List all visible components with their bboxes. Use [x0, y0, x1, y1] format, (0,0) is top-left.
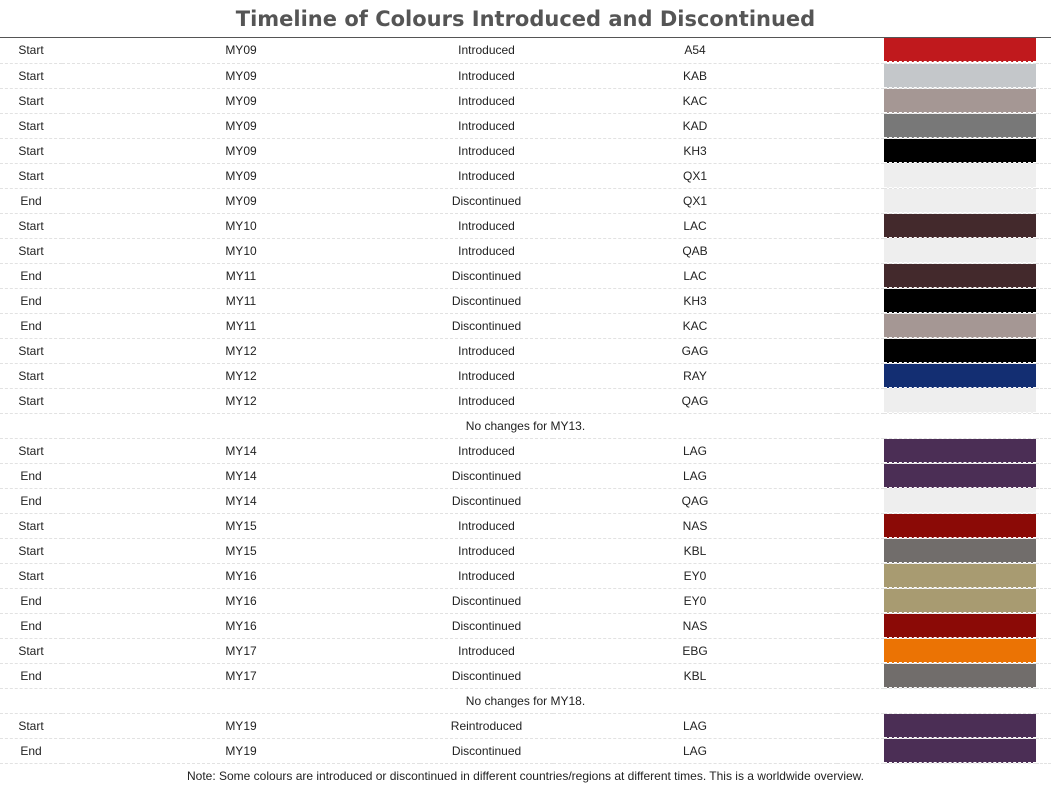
colour-swatch-cell	[884, 113, 1036, 138]
colour-swatch	[884, 164, 1036, 188]
table-row	[0, 113, 1051, 138]
spacer-cell	[1036, 213, 1051, 238]
table-row	[0, 163, 1051, 188]
colour-swatch	[884, 664, 1036, 688]
table-row	[0, 288, 1051, 313]
event-cell: Introduced	[420, 138, 553, 163]
row-type-cell: Start	[0, 713, 62, 738]
event-cell: Discontinued	[420, 313, 553, 338]
colour-swatch-cell	[884, 88, 1036, 113]
model-year-cell: MY11	[62, 288, 420, 313]
spacer-cell	[837, 63, 884, 88]
spacer-cell	[837, 738, 884, 763]
event-cell: Discontinued	[420, 588, 553, 613]
spacer-cell	[837, 638, 884, 663]
colour-swatch-cell	[884, 38, 1036, 63]
row-type-cell: End	[0, 463, 62, 488]
table-row	[0, 88, 1051, 113]
spacer-cell	[1036, 588, 1051, 613]
row-type-cell: Start	[0, 88, 62, 113]
spacer-cell	[1036, 138, 1051, 163]
model-year-cell: MY12	[62, 363, 420, 388]
spacer-cell	[837, 338, 884, 363]
row-type-cell: Start	[0, 513, 62, 538]
colour-code-cell: GAG	[553, 338, 837, 363]
colour-swatch	[884, 114, 1036, 138]
colour-swatch-cell	[884, 738, 1036, 763]
model-year-cell: MY09	[62, 63, 420, 88]
colour-swatch-cell	[884, 513, 1036, 538]
colour-swatch	[884, 64, 1036, 88]
model-year-cell: MY09	[62, 188, 420, 213]
model-year-cell: MY14	[62, 438, 420, 463]
row-type-cell: Start	[0, 388, 62, 413]
spacer-cell	[1036, 88, 1051, 113]
model-year-cell: MY16	[62, 588, 420, 613]
spacer-cell	[837, 388, 884, 413]
event-cell: Introduced	[420, 438, 553, 463]
colour-code-cell: LAC	[553, 263, 837, 288]
colour-swatch-cell	[884, 588, 1036, 613]
colour-code-cell: KAC	[553, 88, 837, 113]
spacer-cell	[837, 513, 884, 538]
no-change-row	[0, 688, 1051, 713]
table-row	[0, 638, 1051, 663]
colour-code-cell: A54	[553, 38, 837, 63]
event-cell: Introduced	[420, 638, 553, 663]
spacer-cell	[837, 613, 884, 638]
event-cell: Introduced	[420, 213, 553, 238]
spacer-cell	[1036, 663, 1051, 688]
model-year-cell: MY14	[62, 463, 420, 488]
colour-swatch	[884, 314, 1036, 338]
colour-swatch	[884, 239, 1036, 263]
table-row	[0, 713, 1051, 738]
spacer-cell	[837, 138, 884, 163]
row-type-cell: Start	[0, 563, 62, 588]
row-type-cell: Start	[0, 363, 62, 388]
event-cell: Introduced	[420, 338, 553, 363]
model-year-cell: MY19	[62, 713, 420, 738]
model-year-cell: MY15	[62, 538, 420, 563]
spacer-cell	[1036, 563, 1051, 588]
colour-swatch-cell	[884, 613, 1036, 638]
colour-swatch-cell	[884, 263, 1036, 288]
colour-swatch-cell	[884, 388, 1036, 413]
colour-swatch	[884, 614, 1036, 638]
spacer-cell	[1036, 488, 1051, 513]
table-row	[0, 613, 1051, 638]
colour-code-cell: QX1	[553, 163, 837, 188]
colour-swatch	[884, 539, 1036, 563]
no-change-note: No changes for MY13.	[0, 413, 1051, 438]
table-row	[0, 213, 1051, 238]
spacer-cell	[837, 663, 884, 688]
event-cell: Discontinued	[420, 188, 553, 213]
model-year-cell: MY15	[62, 513, 420, 538]
colour-swatch-cell	[884, 63, 1036, 88]
colour-swatch-cell	[884, 188, 1036, 213]
model-year-cell: MY10	[62, 238, 420, 263]
table-row	[0, 438, 1051, 463]
spacer-cell	[837, 538, 884, 563]
colour-swatch-cell	[884, 538, 1036, 563]
colour-code-cell: EBG	[553, 638, 837, 663]
event-cell: Discontinued	[420, 663, 553, 688]
spacer-cell	[1036, 63, 1051, 88]
spacer-cell	[837, 213, 884, 238]
spacer-cell	[837, 163, 884, 188]
row-type-cell: End	[0, 588, 62, 613]
spacer-cell	[1036, 613, 1051, 638]
colour-code-cell: KAB	[553, 63, 837, 88]
page-title: Timeline of Colours Introduced and Discontinued	[0, 0, 1051, 38]
row-type-cell: Start	[0, 238, 62, 263]
colour-swatch	[884, 364, 1036, 388]
row-type-cell: End	[0, 188, 62, 213]
table-row	[0, 388, 1051, 413]
spacer-cell	[837, 88, 884, 113]
colour-code-cell: QX1	[553, 188, 837, 213]
spacer-cell	[1036, 288, 1051, 313]
event-cell: Discontinued	[420, 488, 553, 513]
table-row	[0, 538, 1051, 563]
colour-code-cell: KAD	[553, 113, 837, 138]
event-cell: Discontinued	[420, 738, 553, 763]
colour-swatch-cell	[884, 138, 1036, 163]
table-row	[0, 738, 1051, 763]
row-type-cell: Start	[0, 138, 62, 163]
spacer-cell	[1036, 438, 1051, 463]
event-cell: Introduced	[420, 38, 553, 63]
model-year-cell: MY19	[62, 738, 420, 763]
spacer-cell	[1036, 538, 1051, 563]
spacer-cell	[1036, 388, 1051, 413]
event-cell: Discontinued	[420, 463, 553, 488]
colour-swatch-cell	[884, 238, 1036, 263]
colour-code-cell: KAC	[553, 313, 837, 338]
model-year-cell: MY09	[62, 88, 420, 113]
colour-swatch-cell	[884, 713, 1036, 738]
spacer-cell	[837, 563, 884, 588]
spacer-cell	[1036, 313, 1051, 338]
colour-code-cell: QAG	[553, 388, 837, 413]
model-year-cell: MY12	[62, 388, 420, 413]
row-type-cell: End	[0, 313, 62, 338]
table-row	[0, 338, 1051, 363]
event-cell: Introduced	[420, 363, 553, 388]
no-change-note: No changes for MY18.	[0, 688, 1051, 713]
event-cell: Introduced	[420, 563, 553, 588]
colour-code-cell: KBL	[553, 663, 837, 688]
spacer-cell	[1036, 188, 1051, 213]
colour-swatch	[884, 489, 1036, 513]
spacer-cell	[837, 438, 884, 463]
colour-swatch	[884, 264, 1036, 288]
colour-swatch-cell	[884, 463, 1036, 488]
colour-swatch	[884, 464, 1036, 488]
spacer-cell	[837, 363, 884, 388]
colour-code-cell: NAS	[553, 513, 837, 538]
model-year-cell: MY17	[62, 663, 420, 688]
colour-swatch	[884, 389, 1036, 413]
colour-swatch	[884, 289, 1036, 313]
table-row	[0, 188, 1051, 213]
spacer-cell	[837, 113, 884, 138]
table-body	[0, 38, 1051, 788]
model-year-cell: MY17	[62, 638, 420, 663]
event-cell: Introduced	[420, 238, 553, 263]
table-row	[0, 263, 1051, 288]
event-cell: Introduced	[420, 113, 553, 138]
model-year-cell: MY09	[62, 138, 420, 163]
colour-swatch	[884, 89, 1036, 113]
table-row	[0, 313, 1051, 338]
colour-swatch	[884, 38, 1036, 62]
row-type-cell: Start	[0, 38, 62, 63]
spacer-cell	[1036, 738, 1051, 763]
colour-swatch-cell	[884, 163, 1036, 188]
spacer-cell	[837, 463, 884, 488]
row-type-cell: End	[0, 738, 62, 763]
colour-timeline-table	[0, 38, 1051, 788]
spacer-cell	[1036, 463, 1051, 488]
table-row	[0, 38, 1051, 63]
event-cell: Discontinued	[420, 613, 553, 638]
model-year-cell: MY09	[62, 113, 420, 138]
colour-swatch-cell	[884, 488, 1036, 513]
row-type-cell: Start	[0, 113, 62, 138]
table-row	[0, 488, 1051, 513]
model-year-cell: MY11	[62, 263, 420, 288]
colour-swatch-cell	[884, 563, 1036, 588]
spacer-cell	[1036, 363, 1051, 388]
colour-code-cell: EY0	[553, 563, 837, 588]
table-row	[0, 63, 1051, 88]
event-cell: Reintroduced	[420, 713, 553, 738]
spacer-cell	[837, 288, 884, 313]
event-cell: Introduced	[420, 88, 553, 113]
table-row	[0, 238, 1051, 263]
model-year-cell: MY16	[62, 613, 420, 638]
footnote-row	[0, 763, 1051, 788]
colour-swatch-cell	[884, 213, 1036, 238]
event-cell: Discontinued	[420, 263, 553, 288]
row-type-cell: Start	[0, 538, 62, 563]
model-year-cell: MY16	[62, 563, 420, 588]
spacer-cell	[1036, 263, 1051, 288]
row-type-cell: End	[0, 263, 62, 288]
model-year-cell: MY14	[62, 488, 420, 513]
colour-swatch-cell	[884, 363, 1036, 388]
spacer-cell	[837, 313, 884, 338]
event-cell: Introduced	[420, 163, 553, 188]
colour-code-cell: EY0	[553, 588, 837, 613]
row-type-cell: End	[0, 613, 62, 638]
colour-swatch	[884, 589, 1036, 613]
colour-swatch	[884, 214, 1036, 238]
colour-code-cell: KH3	[553, 138, 837, 163]
colour-swatch	[884, 514, 1036, 538]
spacer-cell	[837, 188, 884, 213]
row-type-cell: End	[0, 663, 62, 688]
colour-swatch-cell	[884, 288, 1036, 313]
colour-swatch	[884, 439, 1036, 463]
model-year-cell: MY09	[62, 38, 420, 63]
colour-code-cell: LAG	[553, 438, 837, 463]
colour-code-cell: NAS	[553, 613, 837, 638]
model-year-cell: MY09	[62, 163, 420, 188]
table-row	[0, 663, 1051, 688]
row-type-cell: Start	[0, 163, 62, 188]
colour-code-cell: KBL	[553, 538, 837, 563]
model-year-cell: MY12	[62, 338, 420, 363]
spacer-cell	[1036, 163, 1051, 188]
row-type-cell: End	[0, 488, 62, 513]
spacer-cell	[1036, 338, 1051, 363]
row-type-cell: End	[0, 288, 62, 313]
colour-swatch	[884, 739, 1036, 763]
spacer-cell	[837, 488, 884, 513]
colour-swatch	[884, 639, 1036, 663]
model-year-cell: MY10	[62, 213, 420, 238]
colour-code-cell: QAB	[553, 238, 837, 263]
colour-swatch-cell	[884, 313, 1036, 338]
table-row	[0, 363, 1051, 388]
spacer-cell	[837, 263, 884, 288]
spacer-cell	[1036, 113, 1051, 138]
table-row	[0, 463, 1051, 488]
event-cell: Discontinued	[420, 288, 553, 313]
colour-code-cell: KH3	[553, 288, 837, 313]
colour-swatch	[884, 139, 1036, 163]
table-row	[0, 563, 1051, 588]
row-type-cell: Start	[0, 638, 62, 663]
colour-swatch-cell	[884, 438, 1036, 463]
footnote: Note: Some colours are introduced or discontinued in different countries/regions at different times. This is a worldwide overview.	[186, 768, 864, 783]
colour-code-cell: RAY	[553, 363, 837, 388]
row-type-cell: Start	[0, 63, 62, 88]
spacer-cell	[1036, 713, 1051, 738]
spacer-cell	[837, 38, 884, 63]
colour-code-cell: LAG	[553, 463, 837, 488]
colour-swatch	[884, 189, 1036, 213]
spacer-cell	[1036, 38, 1051, 63]
spacer-cell	[1036, 513, 1051, 538]
event-cell: Introduced	[420, 513, 553, 538]
colour-swatch-cell	[884, 663, 1036, 688]
row-type-cell: Start	[0, 213, 62, 238]
colour-swatch	[884, 339, 1036, 363]
model-year-cell: MY11	[62, 313, 420, 338]
spacer-cell	[837, 238, 884, 263]
colour-code-cell: QAG	[553, 488, 837, 513]
spacer-cell	[837, 588, 884, 613]
colour-code-cell: LAG	[553, 738, 837, 763]
table-row	[0, 588, 1051, 613]
spacer-cell	[1036, 638, 1051, 663]
event-cell: Introduced	[420, 388, 553, 413]
table-row	[0, 513, 1051, 538]
colour-swatch-cell	[884, 638, 1036, 663]
colour-swatch	[884, 564, 1036, 588]
colour-swatch	[884, 714, 1036, 738]
no-change-row	[0, 413, 1051, 438]
row-type-cell: Start	[0, 438, 62, 463]
spacer-cell	[837, 713, 884, 738]
colour-swatch-cell	[884, 338, 1036, 363]
event-cell: Introduced	[420, 63, 553, 88]
colour-code-cell: LAC	[553, 213, 837, 238]
table-row	[0, 138, 1051, 163]
event-cell: Introduced	[420, 538, 553, 563]
colour-code-cell: LAG	[553, 713, 837, 738]
row-type-cell: Start	[0, 338, 62, 363]
spacer-cell	[1036, 238, 1051, 263]
